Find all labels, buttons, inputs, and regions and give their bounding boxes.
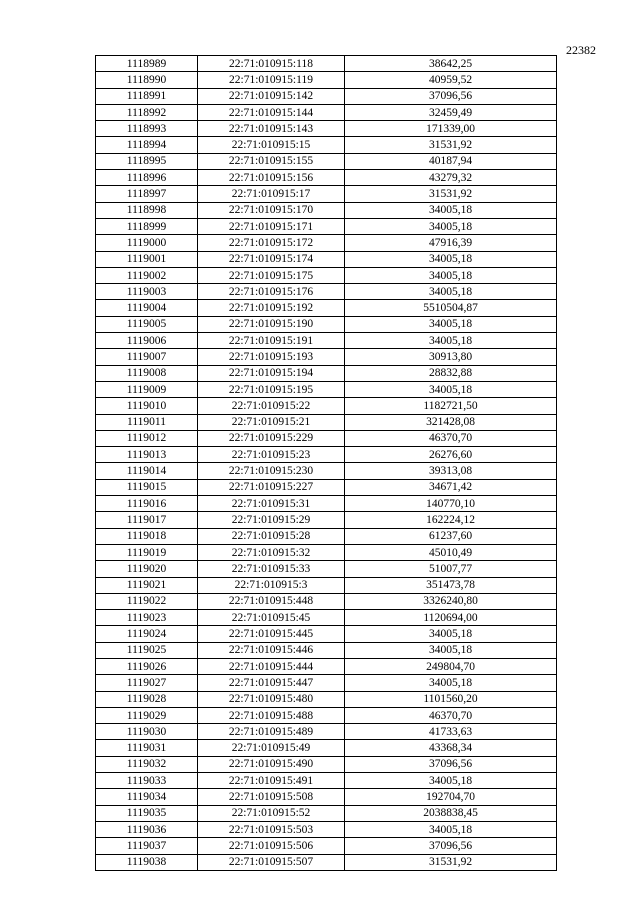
table-row [96,479,557,495]
table-row [96,414,557,430]
value-cell: 30913,80 [345,349,557,365]
table-row [96,235,557,251]
cadastral-number-cell: 22:71:010915:176 [198,284,345,300]
value-cell: 39313,08 [345,463,557,479]
value-cell: 51007,77 [345,561,557,577]
value-cell: 351473,78 [345,577,557,593]
cadastral-number-cell: 22:71:010915:15 [198,137,345,153]
record-number-cell: 1119037 [96,838,198,854]
cadastral-number-cell: 22:71:010915:480 [198,691,345,707]
cadastral-number-cell: 22:71:010915:195 [198,381,345,397]
record-number-cell: 1119033 [96,773,198,789]
cadastral-number-cell: 22:71:010915:229 [198,430,345,446]
cadastral-number-cell: 22:71:010915:191 [198,333,345,349]
table-row [96,88,557,104]
value-cell: 34005,18 [345,218,557,234]
cadastral-number-cell: 22:71:010915:22 [198,398,345,414]
value-cell: 47916,39 [345,235,557,251]
cadastral-number-cell: 22:71:010915:156 [198,170,345,186]
record-number-cell: 1119024 [96,626,198,642]
table-row [96,137,557,153]
record-number-cell: 1119027 [96,675,198,691]
table-row [96,251,557,267]
record-number-cell: 1119031 [96,740,198,756]
record-number-cell: 1119025 [96,642,198,658]
cadastral-number-cell: 22:71:010915:508 [198,789,345,805]
record-number-cell: 1119021 [96,577,198,593]
record-number-cell: 1119009 [96,381,198,397]
value-cell: 34005,18 [345,333,557,349]
table-row [96,593,557,609]
table-row [96,463,557,479]
value-cell: 37096,56 [345,838,557,854]
table-row [96,316,557,332]
table-row [96,821,557,837]
value-cell: 46370,70 [345,430,557,446]
value-cell: 3326240,80 [345,593,557,609]
value-cell: 41733,63 [345,724,557,740]
table-row [96,381,557,397]
cadastral-number-cell: 22:71:010915:52 [198,805,345,821]
record-number-cell: 1119010 [96,398,198,414]
cadastral-number-cell: 22:71:010915:446 [198,642,345,658]
table-row [96,724,557,740]
table-row [96,170,557,186]
table-row [96,544,557,560]
value-cell: 34005,18 [345,626,557,642]
value-cell: 162224,12 [345,512,557,528]
value-cell: 34005,18 [345,251,557,267]
cadastral-number-cell: 22:71:010915:170 [198,202,345,218]
value-cell: 34671,42 [345,479,557,495]
record-number-cell: 1119026 [96,658,198,674]
value-cell: 34005,18 [345,267,557,283]
record-number-cell: 1119019 [96,544,198,560]
table-row [96,202,557,218]
table-row [96,365,557,381]
cadastral-number-cell: 22:71:010915:503 [198,821,345,837]
record-number-cell: 1119012 [96,430,198,446]
cadastral-number-cell: 22:71:010915:192 [198,300,345,316]
cadastral-number-cell: 22:71:010915:447 [198,675,345,691]
record-number-cell: 1119030 [96,724,198,740]
record-number-cell: 1119018 [96,528,198,544]
value-cell: 1101560,20 [345,691,557,707]
table-row [96,528,557,544]
table-row [96,658,557,674]
record-number-cell: 1119029 [96,707,198,723]
value-cell: 28832,88 [345,365,557,381]
value-cell: 34005,18 [345,202,557,218]
table-row [96,398,557,414]
table-row [96,218,557,234]
record-number-cell: 1118990 [96,72,198,88]
value-cell: 1120694,00 [345,610,557,626]
cadastral-number-cell: 22:71:010915:506 [198,838,345,854]
record-number-cell: 1118989 [96,56,198,72]
table-row [96,267,557,283]
cadastral-number-cell: 22:71:010915:23 [198,447,345,463]
table-row [96,512,557,528]
record-number-cell: 1119028 [96,691,198,707]
table-row [96,496,557,512]
table-row [96,577,557,593]
cadastral-number-cell: 22:71:010915:49 [198,740,345,756]
record-number-cell: 1119006 [96,333,198,349]
value-cell: 34005,18 [345,642,557,658]
cadastral-number-cell: 22:71:010915:172 [198,235,345,251]
record-number-cell: 1119003 [96,284,198,300]
cadastral-number-cell: 22:71:010915:143 [198,121,345,137]
cadastral-number-cell: 22:71:010915:119 [198,72,345,88]
value-cell: 43279,32 [345,170,557,186]
record-number-cell: 1118996 [96,170,198,186]
table-row [96,104,557,120]
table-row [96,610,557,626]
record-number-cell: 1119017 [96,512,198,528]
table-row [96,430,557,446]
table-row [96,153,557,169]
cadastral-number-cell: 22:71:010915:227 [198,479,345,495]
record-number-cell: 1119034 [96,789,198,805]
cadastral-number-cell: 22:71:010915:144 [198,104,345,120]
value-cell: 1182721,50 [345,398,557,414]
record-number-cell: 1118992 [96,104,198,120]
value-cell: 43368,34 [345,740,557,756]
record-number-cell: 1119016 [96,496,198,512]
value-cell: 2038838,45 [345,805,557,821]
record-number-cell: 1119002 [96,267,198,283]
table-row [96,740,557,756]
record-number-cell: 1119005 [96,316,198,332]
table-row [96,447,557,463]
record-number-cell: 1118995 [96,153,198,169]
record-number-cell: 1119020 [96,561,198,577]
value-cell: 26276,60 [345,447,557,463]
record-number-cell: 1119011 [96,414,198,430]
value-cell: 45010,49 [345,544,557,560]
record-number-cell: 1118994 [96,137,198,153]
record-number-cell: 1119032 [96,756,198,772]
value-cell: 61237,60 [345,528,557,544]
value-cell: 34005,18 [345,284,557,300]
value-cell: 192704,70 [345,789,557,805]
table-row [96,773,557,789]
value-cell: 46370,70 [345,707,557,723]
record-number-cell: 1119004 [96,300,198,316]
table-row [96,300,557,316]
record-number-cell: 1119000 [96,235,198,251]
cadastral-number-cell: 22:71:010915:118 [198,56,345,72]
value-cell: 140770,10 [345,496,557,512]
value-cell: 31531,92 [345,186,557,202]
cadastral-number-cell: 22:71:010915:507 [198,854,345,870]
record-number-cell: 1119014 [96,463,198,479]
cadastral-number-cell: 22:71:010915:28 [198,528,345,544]
value-cell: 31531,92 [345,854,557,870]
value-cell: 31531,92 [345,137,557,153]
value-cell: 34005,18 [345,675,557,691]
table-row [96,349,557,365]
cadastral-number-cell: 22:71:010915:445 [198,626,345,642]
record-number-cell: 1118991 [96,88,198,104]
table-row [96,561,557,577]
value-cell: 34005,18 [345,773,557,789]
cadastral-number-cell: 22:71:010915:194 [198,365,345,381]
value-cell: 38642,25 [345,56,557,72]
table-row [96,284,557,300]
cadastral-number-cell: 22:71:010915:175 [198,267,345,283]
cadastral-number-cell: 22:71:010915:31 [198,496,345,512]
value-cell: 34005,18 [345,316,557,332]
table-row [96,72,557,88]
table-row [96,56,557,72]
value-cell: 32459,49 [345,104,557,120]
cadastral-number-cell: 22:71:010915:29 [198,512,345,528]
cadastral-number-cell: 22:71:010915:491 [198,773,345,789]
cadastral-number-cell: 22:71:010915:171 [198,218,345,234]
cadastral-number-cell: 22:71:010915:142 [198,88,345,104]
cadastral-number-cell: 22:71:010915:155 [198,153,345,169]
cadastral-number-cell: 22:71:010915:174 [198,251,345,267]
registry-table-body [96,56,557,871]
record-number-cell: 1119007 [96,349,198,365]
value-cell: 321428,08 [345,414,557,430]
record-number-cell: 1119001 [96,251,198,267]
cadastral-number-cell: 22:71:010915:21 [198,414,345,430]
table-row [96,626,557,642]
value-cell: 34005,18 [345,821,557,837]
record-number-cell: 1119038 [96,854,198,870]
table-row [96,707,557,723]
cadastral-number-cell: 22:71:010915:45 [198,610,345,626]
cadastral-number-cell: 22:71:010915:488 [198,707,345,723]
cadastral-number-cell: 22:71:010915:230 [198,463,345,479]
page-number: 22382 [566,43,596,57]
cadastral-number-cell: 22:71:010915:3 [198,577,345,593]
table-row [96,789,557,805]
cadastral-number-cell: 22:71:010915:32 [198,544,345,560]
cadastral-number-cell: 22:71:010915:444 [198,658,345,674]
value-cell: 249804,70 [345,658,557,674]
record-number-cell: 1119008 [96,365,198,381]
value-cell: 34005,18 [345,381,557,397]
table-row [96,642,557,658]
record-number-cell: 1119023 [96,610,198,626]
table-row [96,854,557,870]
table-row [96,121,557,137]
record-number-cell: 1119036 [96,821,198,837]
table-row [96,838,557,854]
value-cell: 37096,56 [345,756,557,772]
record-number-cell: 1119015 [96,479,198,495]
record-number-cell: 1118997 [96,186,198,202]
cadastral-number-cell: 22:71:010915:489 [198,724,345,740]
value-cell: 40187,94 [345,153,557,169]
cadastral-number-cell: 22:71:010915:190 [198,316,345,332]
cadastral-number-cell: 22:71:010915:490 [198,756,345,772]
value-cell: 171339,00 [345,121,557,137]
record-number-cell: 1119013 [96,447,198,463]
value-cell: 5510504,87 [345,300,557,316]
table-row [96,186,557,202]
cadastral-number-cell: 22:71:010915:193 [198,349,345,365]
table-row [96,675,557,691]
record-number-cell: 1118993 [96,121,198,137]
value-cell: 37096,56 [345,88,557,104]
cadastral-number-cell: 22:71:010915:33 [198,561,345,577]
registry-table [95,55,557,871]
table-row [96,805,557,821]
cadastral-number-cell: 22:71:010915:17 [198,186,345,202]
cadastral-number-cell: 22:71:010915:448 [198,593,345,609]
record-number-cell: 1119022 [96,593,198,609]
record-number-cell: 1118999 [96,218,198,234]
table-row [96,333,557,349]
record-number-cell: 1118998 [96,202,198,218]
table-row [96,691,557,707]
table-row [96,756,557,772]
record-number-cell: 1119035 [96,805,198,821]
value-cell: 40959,52 [345,72,557,88]
